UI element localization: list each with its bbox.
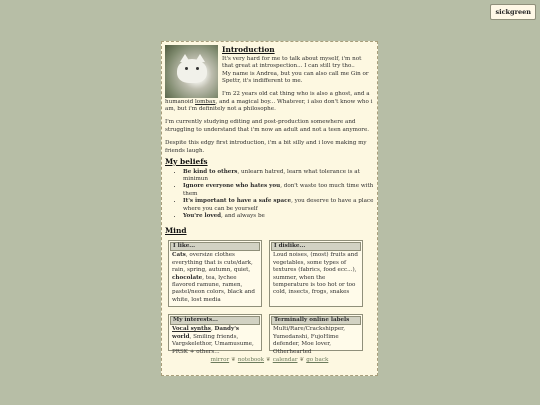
footer-link-go-back[interactable]: go back [306,357,329,364]
likes-text: Cats, oversize clothes everything that is cute/dark, rain, spring, autumn, quiet, chocolate, tea, lychee flavored ramune, ramen, pastel/neon colors, black and white, lost media [172,252,255,303]
vocal-synths-link[interactable]: Vocal synths [172,326,211,333]
dislikes-box [269,240,363,307]
intro-paragraph-4: Despite this edgy first introduction, i'm a bit silly and i love making my friends laugh. [165,140,367,154]
separator-icon: ❦ [266,357,271,364]
dislikes-text: Loud noises, (most) fruits and vegetables, some types of textures (fabrics, food ecc...), summer, when the temperature is too hot or too cold, insects, frogs, snakes [273,252,358,296]
beliefs-list [165,169,374,221]
footer-link-mirror[interactable]: mirror [210,357,230,364]
profile-page [161,41,378,376]
footer-link-notebook[interactable]: notebook [237,357,265,364]
intro-text-2b: , and a magical boy... Whatever, i also don't know who i am, but i'm definitely not a philosophe. [165,98,373,113]
footer-link-calendar[interactable]: calendar [272,357,298,364]
theme-switch-button[interactable]: sickgreen [490,4,536,20]
belief-item: • Ignore everyone who hates you, don't waste too much time with them [183,183,374,198]
intro-section [165,45,374,155]
belief-item: • It's important to have a safe space, you deserve to have a place where you can be yourself [183,198,374,213]
footer-nav [165,357,374,364]
separator-icon: ❦ [299,357,305,364]
labels-text: Multi/Rare/Crackshipper, Yumedanshi, FujoHime defender, Moe lover, Otherhearted [273,326,345,355]
cat-avatar-image [165,45,218,98]
intro-heading: Introduction [222,45,275,54]
lombax-link[interactable]: lombax [194,98,216,105]
labels-title: Terminally online labels [271,316,361,325]
labels-box [269,314,363,355]
interests-box [168,314,262,355]
intro-text-1b: My name is Andrea, but you can also call me Gin or Spettr, it's indifferent to me. [222,70,369,84]
separator-icon: ❦ [231,357,236,364]
beliefs-heading: My beliefs [165,156,208,166]
interests-title: My interests... [170,316,260,325]
intro-paragraph-3: I'm currently studying editing and post-production somewhere and struggling to understand that i'm now an adult and not a teen anymore. [165,119,370,133]
dislikes-title: I dislike... [271,242,361,251]
likes-box [168,240,262,307]
mind-heading: Mind [165,226,187,236]
mind-grid [168,240,374,355]
belief-item: • Be kind to others, unlearn hatred, learn what tolerance is at minimun [183,169,374,184]
interests-text: Vocal synths, Dandy's world, Smiling friends, Vargskelethor, Umamusume, PRSK + others... [172,326,254,355]
intro-text-2a: I'm 22 years old cat thing who is also a ghost, and a humanoid [165,91,370,105]
likes-title: I like... [170,242,260,251]
intro-text-1: It's very hard for me to talk about myself, i'm not that great at introspection... I can still try tho.. [222,55,362,70]
belief-item: • You're loved, and always be [183,213,374,220]
